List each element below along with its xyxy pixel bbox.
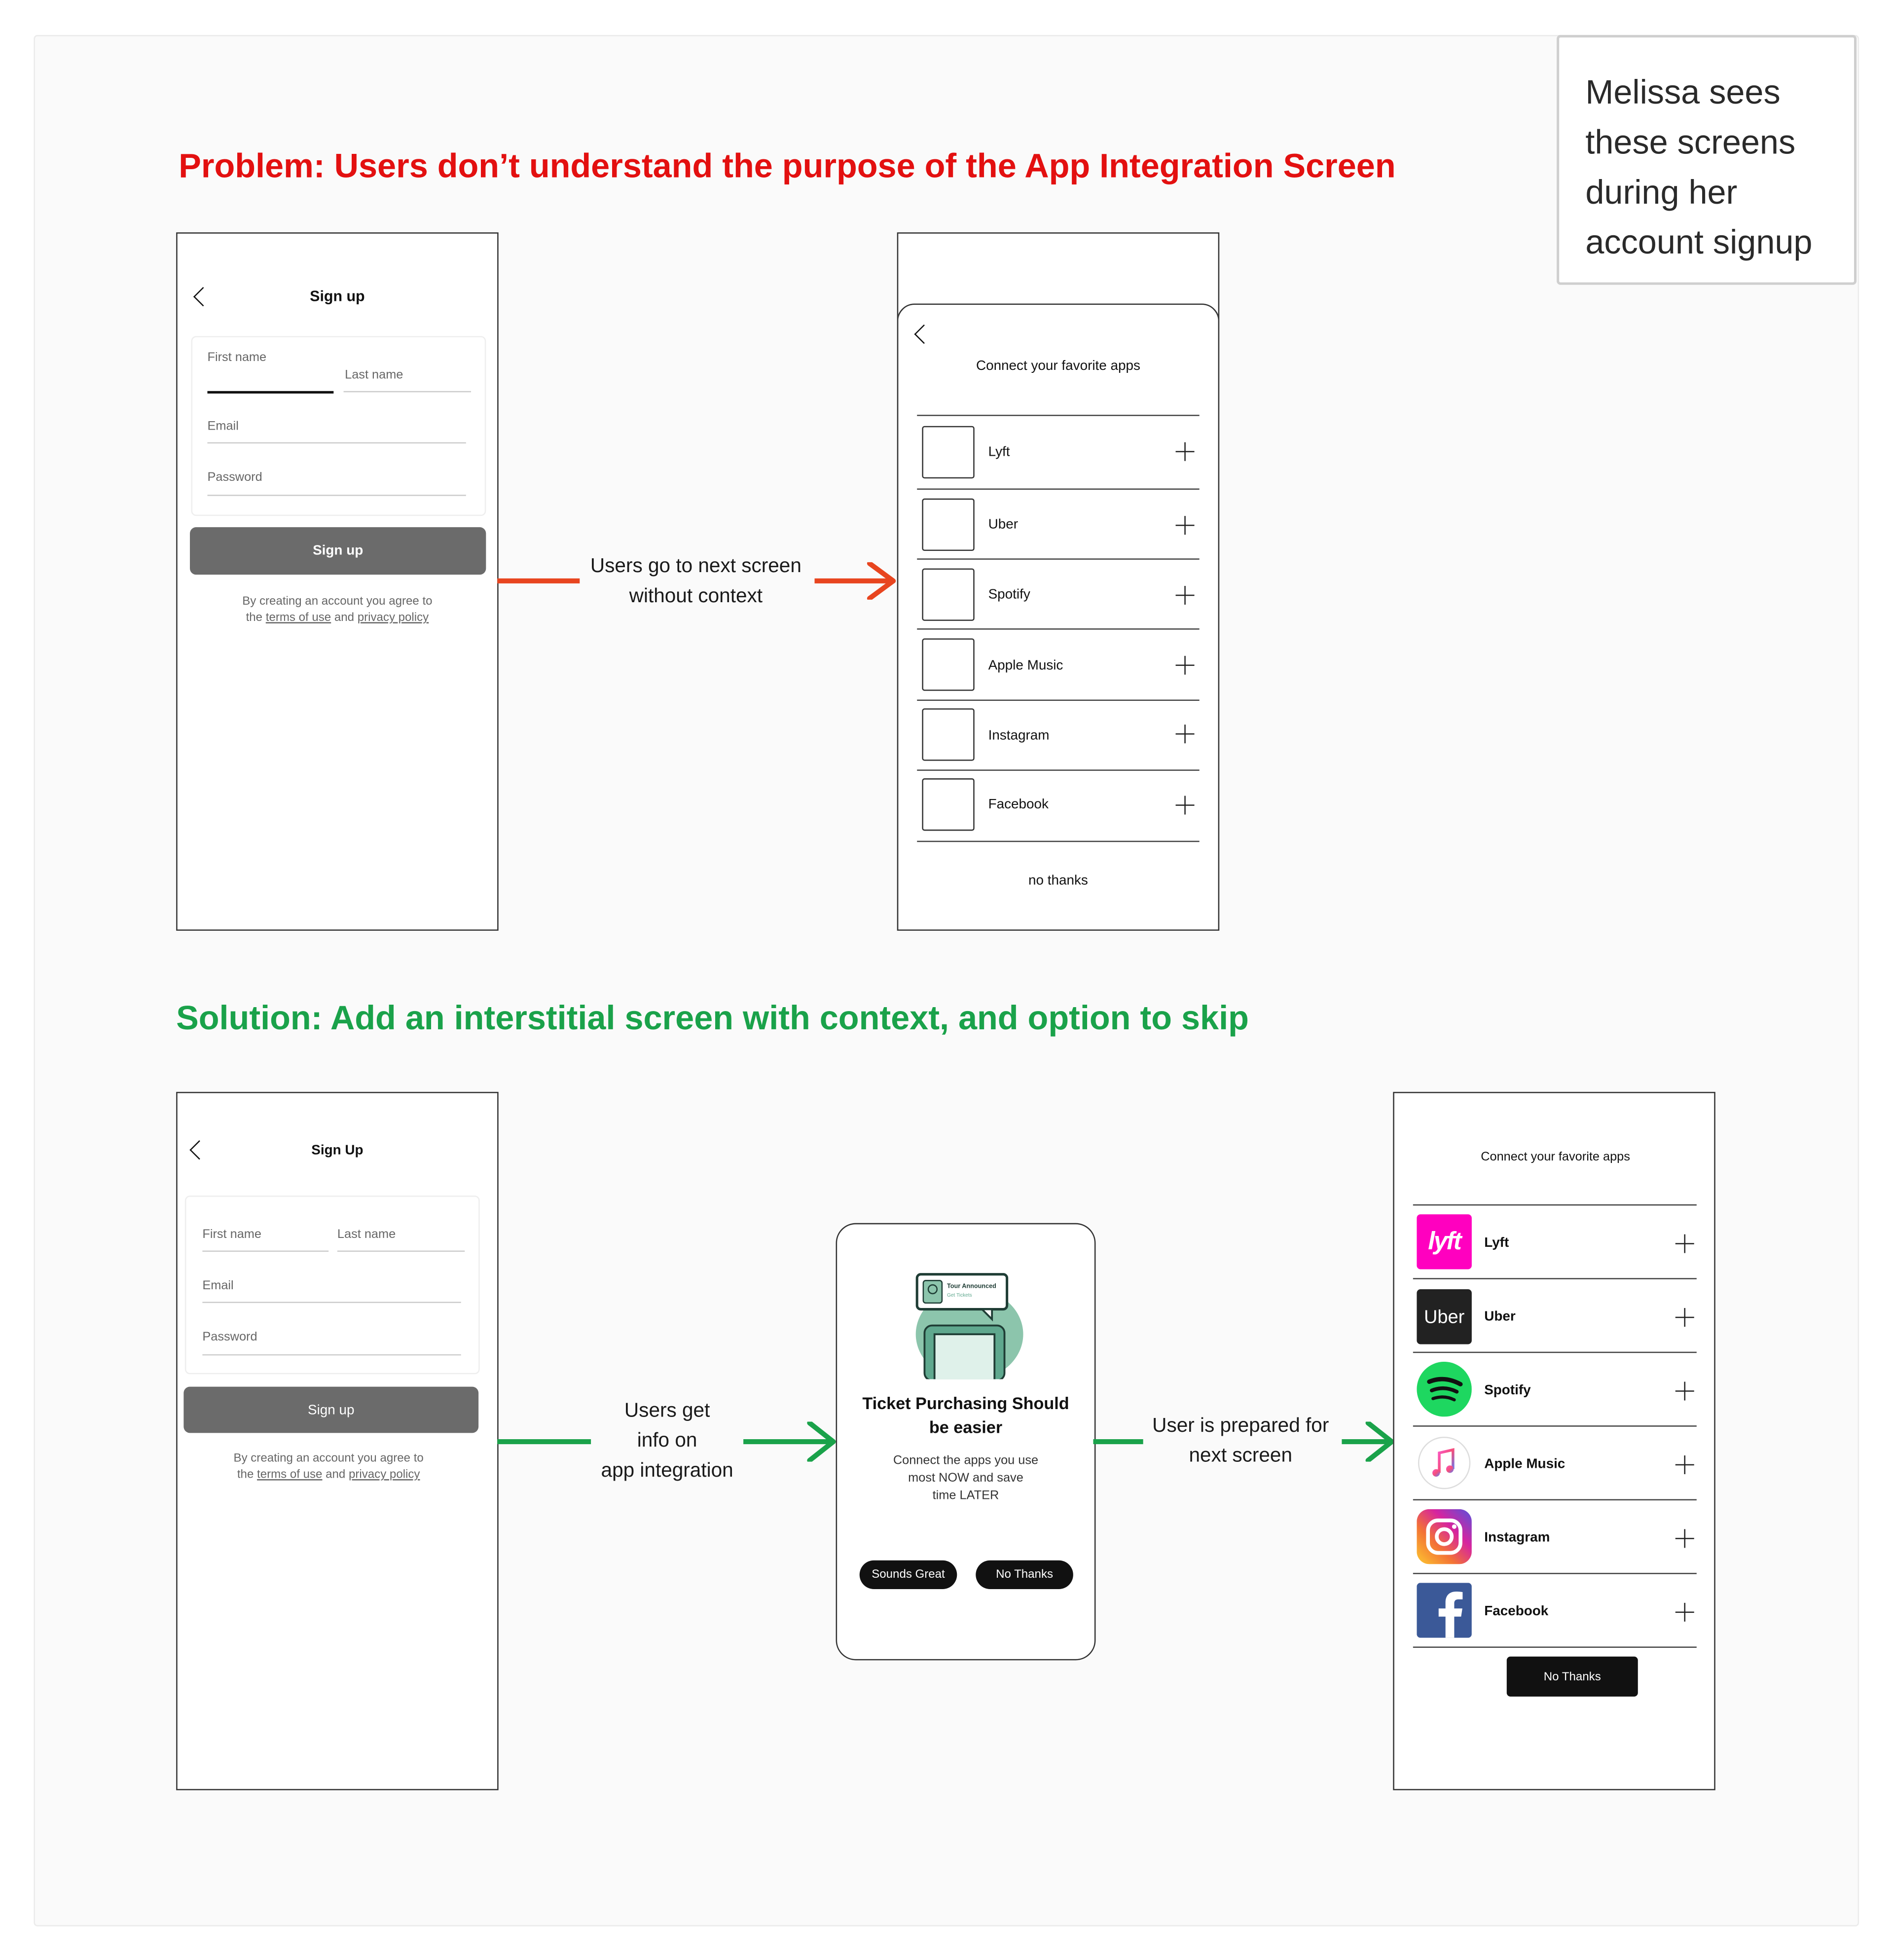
legal-word: and [326, 1468, 346, 1482]
divider [1413, 1646, 1697, 1648]
email-underline [202, 1302, 461, 1303]
no-thanks-link[interactable]: no thanks [1028, 873, 1088, 888]
legal-word: and [334, 611, 355, 625]
first-name-underline [207, 391, 333, 393]
email-underline [207, 442, 466, 444]
flow-label-line: Users get [624, 1400, 710, 1422]
plus-icon[interactable] [1176, 586, 1195, 605]
plus-icon[interactable] [1176, 516, 1195, 535]
problem-connect-screen [897, 232, 1220, 931]
privacy-link[interactable]: privacy policy [357, 611, 429, 625]
apple-music-logo-icon [1417, 1435, 1471, 1490]
plus-icon[interactable] [1176, 656, 1195, 675]
solution-signup-screen [176, 1092, 499, 1790]
legal-word: the [237, 1468, 254, 1482]
privacy-link[interactable]: privacy policy [349, 1468, 420, 1482]
app-name-uber: Uber [1484, 1309, 1516, 1324]
screen-title: Sign Up [311, 1143, 364, 1159]
divider [917, 769, 1199, 771]
divider [917, 558, 1199, 560]
legal-line [178, 610, 497, 626]
first-name-field[interactable]: First name [207, 351, 267, 365]
plus-icon[interactable] [1675, 1308, 1694, 1327]
screen-title: Sign up [310, 287, 365, 305]
title-line: be easier [929, 1417, 1003, 1437]
problem-heading: Problem: Users don’t understand the purpose of the App Integration Screen [179, 147, 1396, 185]
app-name-apple-music: Apple Music [988, 658, 1063, 674]
divider [917, 841, 1199, 842]
instagram-logo-icon [1417, 1509, 1471, 1564]
interstitial-body [837, 1453, 1094, 1505]
password-field[interactable]: Password [202, 1330, 257, 1344]
flow-label-line: Users go to next screen [590, 556, 801, 578]
app-name-instagram: Instagram [988, 728, 1050, 744]
plus-icon[interactable] [1675, 1381, 1694, 1400]
legal-line [176, 1467, 495, 1483]
app-name-spotify: Spotify [1484, 1383, 1531, 1398]
app-name-facebook: Facebook [988, 797, 1049, 812]
legal-line: By creating an account you agree to [242, 594, 433, 609]
plus-icon[interactable] [1675, 1603, 1694, 1622]
app-name-instagram: Instagram [1484, 1530, 1550, 1546]
divider [917, 699, 1199, 701]
first-name-field[interactable]: First name [202, 1228, 261, 1242]
flow-label-line: info on [637, 1430, 697, 1452]
interstitial-title [837, 1392, 1094, 1439]
divider [1413, 1425, 1697, 1427]
note-line: these screens [1585, 123, 1796, 161]
note-line: Melissa sees [1585, 73, 1781, 111]
title-line: Ticket Purchasing Should [862, 1394, 1069, 1413]
last-name-underline [337, 1251, 465, 1252]
terms-link[interactable]: terms of use [257, 1468, 323, 1482]
legal-line: By creating an account you agree to [233, 1452, 424, 1466]
divider [917, 628, 1199, 630]
app-icon-placeholder [922, 426, 974, 478]
concert-ticket-illustration-icon [900, 1270, 1037, 1379]
password-underline [207, 495, 466, 496]
app-icon-placeholder [922, 569, 974, 621]
spotify-logo-icon [1417, 1362, 1471, 1416]
app-name-spotify: Spotify [988, 587, 1030, 602]
bubble-title: Tour Announced [947, 1282, 996, 1290]
legal-text [178, 593, 497, 626]
flow-label-line: app integration [601, 1460, 733, 1482]
plus-icon[interactable] [1176, 725, 1195, 743]
last-name-field[interactable]: Last name [345, 368, 403, 383]
app-icon-placeholder [922, 638, 974, 690]
body-line: time LATER [932, 1489, 999, 1503]
divider [1413, 1278, 1697, 1279]
app-name-facebook: Facebook [1484, 1604, 1549, 1619]
bubble-subtitle: Get Tickets [947, 1293, 972, 1299]
plus-icon[interactable] [1176, 796, 1195, 815]
lyft-logo-icon: lyft [1417, 1214, 1471, 1269]
divider [917, 415, 1199, 416]
plus-icon[interactable] [1675, 1529, 1694, 1548]
app-icon-placeholder [922, 778, 974, 831]
solution-connect-screen [1393, 1092, 1715, 1790]
app-icon-placeholder [922, 499, 974, 551]
no-thanks-button[interactable]: No Thanks [976, 1561, 1073, 1589]
body-line: Connect the apps you use [893, 1454, 1039, 1468]
sticky-note [1557, 35, 1857, 285]
body-line: most NOW and save [908, 1471, 1023, 1486]
note-line: account signup [1585, 223, 1813, 261]
divider [917, 488, 1199, 490]
divider [1413, 1352, 1697, 1353]
app-name-apple-music: Apple Music [1484, 1456, 1566, 1472]
email-field[interactable]: Email [202, 1279, 234, 1293]
facebook-logo-icon [1417, 1583, 1471, 1637]
no-thanks-button[interactable]: No Thanks [1507, 1657, 1638, 1697]
divider [1413, 1204, 1697, 1206]
app-name-lyft: Lyft [1484, 1235, 1509, 1251]
problem-flow-label [565, 552, 827, 613]
plus-icon[interactable] [1675, 1455, 1694, 1474]
password-field[interactable]: Password [207, 471, 262, 485]
note-line: during her [1585, 174, 1738, 212]
sounds-great-button[interactable]: Sounds Great [860, 1561, 957, 1589]
last-name-field[interactable]: Last name [337, 1228, 396, 1242]
signup-button[interactable]: Sign up [183, 1387, 478, 1433]
flow-label-line: without context [629, 585, 763, 608]
solution-flow-label-1 [587, 1397, 747, 1487]
solution-flow-label-2 [1139, 1412, 1342, 1472]
solution-heading: Solution: Add an interstitial screen with context, and option to skip [176, 999, 1249, 1037]
email-field[interactable]: Email [207, 420, 239, 434]
divider [1413, 1499, 1697, 1501]
screen-title: Connect your favorite apps [976, 358, 1140, 374]
problem-signup-screen [176, 232, 499, 931]
signup-button[interactable]: Sign up [190, 527, 486, 575]
legal-text [176, 1451, 495, 1483]
password-underline [202, 1354, 461, 1356]
divider [1413, 1573, 1697, 1574]
last-name-underline [344, 391, 471, 393]
app-icon-placeholder [922, 708, 974, 761]
uber-logo-icon: Uber [1417, 1289, 1471, 1344]
legal-word: the [246, 611, 263, 625]
screen-title: Connect your favorite apps [1481, 1150, 1630, 1164]
terms-link[interactable]: terms of use [265, 611, 331, 625]
first-name-underline [202, 1251, 328, 1252]
app-name-uber: Uber [988, 517, 1018, 533]
interstitial-screen [836, 1223, 1096, 1661]
plus-icon[interactable] [1176, 442, 1195, 461]
flow-label-line: User is prepared for [1152, 1415, 1329, 1437]
app-name-lyft: Lyft [988, 444, 1010, 460]
flow-label-line: next screen [1189, 1445, 1293, 1467]
plus-icon[interactable] [1675, 1234, 1694, 1253]
